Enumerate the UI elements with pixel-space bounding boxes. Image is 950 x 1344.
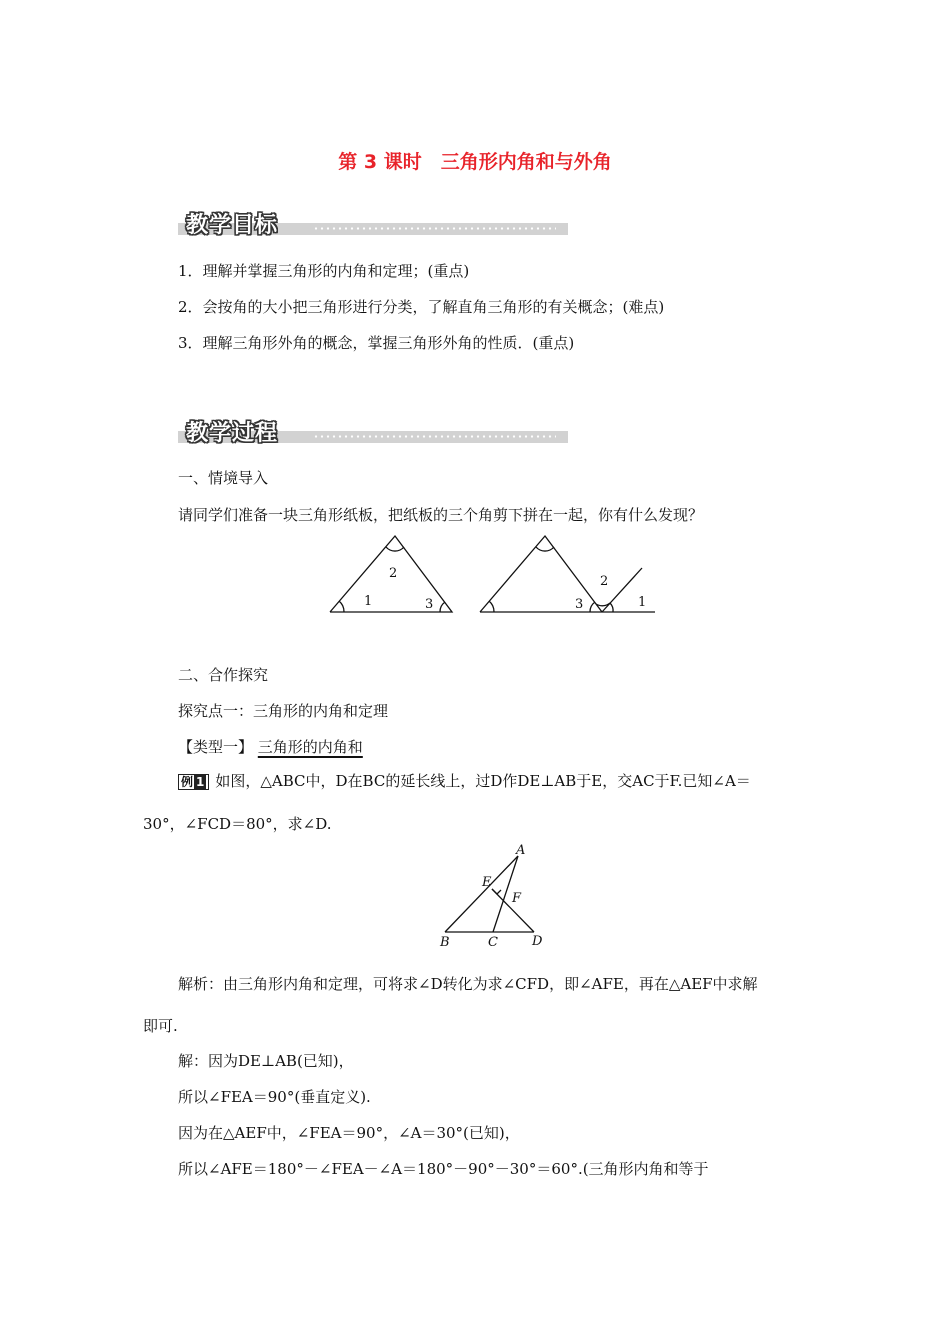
angle-arc-1: [339, 601, 344, 612]
intro-heading: 一、情境导入: [178, 469, 269, 487]
segment-ab: [445, 856, 518, 932]
triangle-2: [480, 536, 602, 612]
objective-item: 3．理解三角形外角的概念，掌握三角形外角的性质．(重点): [178, 334, 575, 352]
point-label-c: C: [488, 935, 498, 950]
intro-text: 请同学们准备一块三角形纸板，把纸板的三个角剪下拼在一起，你有什么发现？: [178, 506, 704, 524]
angle-label: 2: [389, 566, 398, 581]
section-header-dots: [313, 435, 556, 438]
example-badge-prefix: 例: [181, 775, 194, 789]
analysis-line-2: 即可.: [143, 1017, 178, 1035]
section-header-label: 教学目标: [186, 213, 279, 238]
point-label-e: E: [482, 875, 492, 890]
example-line: [178, 770, 751, 791]
explore-point-heading: 探究点一：三角形的内角和定理: [178, 702, 389, 720]
type-heading: [178, 736, 363, 757]
point-label-f: F: [512, 891, 522, 906]
solution-line: 因为在△AEF中，∠FEA＝90°，∠A＝30°(已知)，: [178, 1124, 520, 1142]
angle-label: 1: [638, 595, 647, 610]
angle-arc-fig2-1: [610, 603, 613, 612]
section-header-dots: [313, 227, 556, 230]
objective-item: 1．理解并掌握三角形的内角和定理；(重点): [178, 262, 470, 280]
lesson-title: 第 3 课时 三角形内角和与外角: [338, 151, 612, 173]
angle-label: 1: [364, 594, 373, 609]
solution-line: 所以∠FEA＝90°(垂直定义).: [178, 1088, 371, 1106]
point-label-b: B: [440, 935, 450, 950]
type-tag: 【类型一】: [178, 738, 254, 756]
right-angle-mark: [492, 889, 501, 894]
section-header-objectives: [178, 208, 568, 236]
type-title: 三角形的内角和: [257, 738, 363, 756]
point-label-a: A: [516, 843, 526, 858]
objective-item: 2．会按角的大小把三角形进行分类，了解直角三角形的有关概念；(难点): [178, 298, 665, 316]
angle-label: 2: [600, 574, 609, 589]
solution-line: 所以∠AFE＝180°－∠FEA－∠A＝180°－90°－30°＝60°.(三角形内角和等于: [178, 1160, 709, 1178]
solution-line: 解：因为DE⊥AB(已知)，: [178, 1052, 354, 1070]
angle-arc-3: [440, 602, 445, 612]
point-label-d: D: [532, 934, 543, 949]
example-badge: [178, 774, 209, 790]
angle-arc-fig2-top: [536, 547, 554, 551]
example-line-2: 30°，∠FCD＝80°，求∠D.: [143, 815, 332, 833]
section-header-label: 教学过程: [186, 421, 279, 446]
example-badge-number: 1: [196, 775, 205, 789]
angle-label: 3: [425, 597, 434, 612]
triangle-figures: [320, 530, 665, 620]
triangle-abc-figure: [430, 840, 560, 950]
angle-label: 3: [575, 597, 584, 612]
section-header-process: [178, 416, 568, 444]
coop-heading: 二、合作探究: [178, 666, 269, 684]
example-text: 如图，△ABC中，D在BC的延长线上，过D作DE⊥AB于E，交AC于F.已知∠A＝: [215, 772, 751, 790]
angle-arc-fig2-3: [590, 602, 595, 612]
angle-arc-2: [386, 547, 404, 551]
analysis-line: 解析：由三角形内角和定理，可将求∠D转化为求∠CFD，即∠AFE，再在△AEF中求解: [178, 975, 758, 993]
angle-arc-fig2-left: [489, 601, 494, 612]
